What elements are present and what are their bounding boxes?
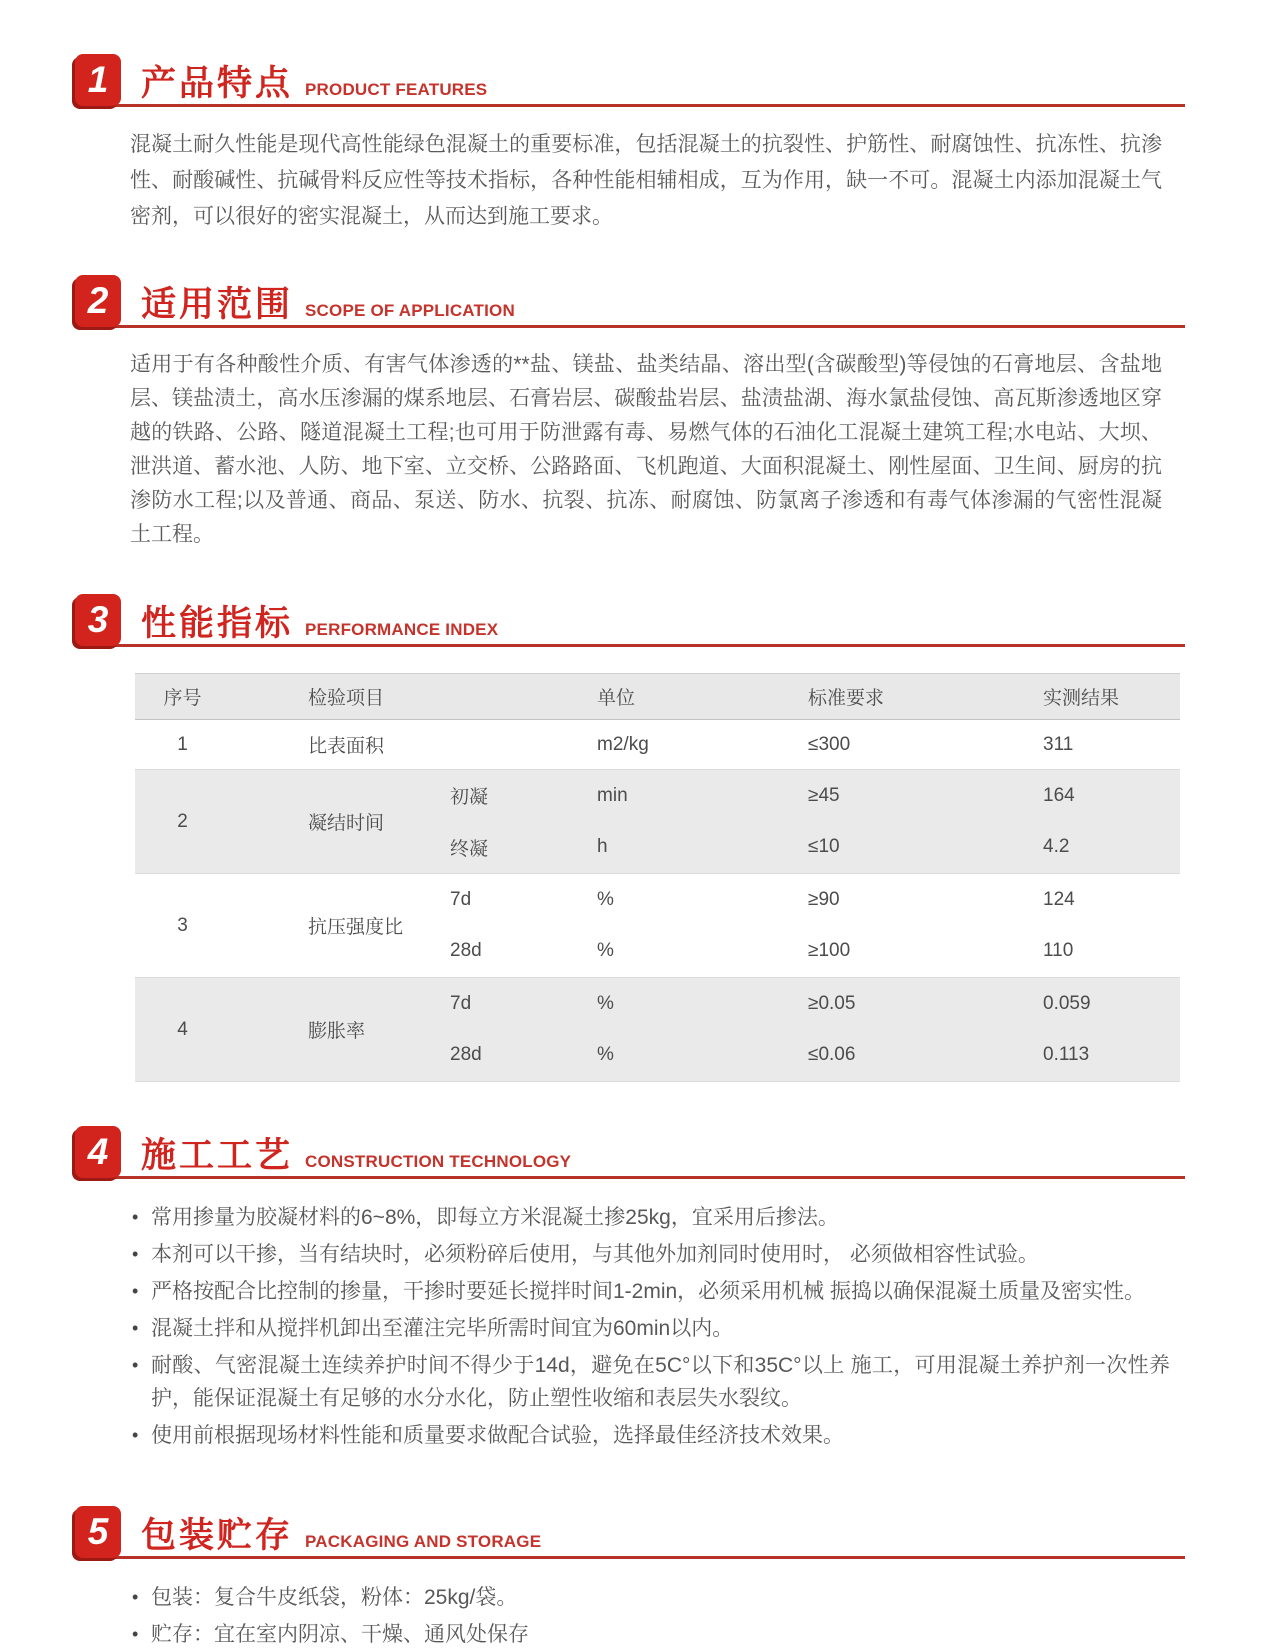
section-3-subtitle: PERFORMANCE INDEX	[305, 620, 499, 639]
construction-bullet-list	[130, 1201, 1170, 1452]
section-2-title: 适用范围	[141, 285, 294, 324]
row-subitem: 7d	[450, 888, 472, 910]
row-item: 比表面积	[308, 736, 385, 757]
section-2-number: 2	[87, 280, 109, 321]
col-header-item: 检验项目	[308, 688, 385, 709]
section-2-header	[75, 273, 1185, 328]
row-unit: min	[597, 784, 628, 806]
row-standard: ≥0.05	[808, 992, 856, 1014]
row-standard: ≥100	[808, 940, 851, 962]
table-group-expansion-rate	[135, 978, 1180, 1082]
section-performance-index	[0, 592, 1280, 1082]
bullet-item: • 混凝土拌和从搅拌机卸出至灌注完毕所需时间宜为60min以内。	[130, 1312, 1170, 1345]
section-2-subtitle: SCOPE OF APPLICATION	[305, 301, 515, 320]
packaging-bullet-list	[130, 1581, 1170, 1651]
row-unit: h	[597, 836, 608, 858]
table-row	[135, 720, 1180, 770]
row-subitem: 28d	[450, 1044, 482, 1066]
row-subitem: 初凝	[450, 787, 489, 809]
section-2-number-badge	[75, 275, 121, 327]
col-header-standard: 标准要求	[808, 688, 885, 709]
bullet-item: • 使用前根据现场材料性能和质量要求做配合试验，选择最佳经济技术效果。	[130, 1419, 1170, 1452]
row-result: 110	[1043, 940, 1074, 962]
row-standard: ≥45	[808, 784, 840, 806]
bullet-item: • 严格按配合比控制的掺量，干掺时要延长搅拌时间1-2min，必须采用机械 振捣以确保混凝土质量及密实性。	[130, 1275, 1170, 1308]
section-construction-technology	[0, 1124, 1280, 1452]
row-standard: ≤10	[808, 836, 840, 858]
section-product-features	[0, 52, 1280, 235]
row-unit: %	[597, 888, 614, 910]
table-header-row	[135, 674, 1180, 720]
row-index: 3	[177, 914, 188, 936]
row-index: 1	[177, 733, 188, 755]
section-5-number: 5	[87, 1511, 109, 1552]
section-5-title: 包装贮存	[141, 1516, 294, 1555]
table-group-setting-time	[135, 770, 1180, 874]
section-5-header	[75, 1504, 1185, 1559]
table-group-specific-surface	[135, 720, 1180, 770]
col-header-index: 序号	[163, 688, 202, 709]
bullet-item: • 包装：复合牛皮纸袋，粉体：25kg/袋。	[130, 1581, 1170, 1614]
section-2-paragraph: 适用于有各种酸性介质、有害气体渗透的**盐、镁盐、盐类结晶、溶出型(含碳酸型)等侵蚀的石膏地层、含盐地层、镁盐渍土，高水压渗漏的煤系地层、石膏岩层、碳酸盐岩层、盐渍盐湖、海水氯盐侵蚀、高瓦斯渗透地区穿越的铁路、公路、隧道混凝土工程;也可用于防泄露有毒、易燃气体的石油化工混凝土建筑工程;水电站、大坝、泄洪道、蓄水池、人防、地下室、立交桥、公路路面、飞机跑道、大面积混凝土、刚性屋面、卫生间、厨房的抗渗防水工程;以及普通、商品、泵送、防水、抗裂、抗冻、耐腐蚀、防氯离子渗透和有毒气体渗漏的气密性混凝土工程。	[130, 353, 1162, 546]
section-1-number: 1	[87, 59, 109, 100]
row-result: 311	[1043, 733, 1074, 755]
section-1-subtitle: PRODUCT FEATURES	[305, 80, 488, 99]
row-item: 抗压强度比	[308, 917, 404, 938]
table-row	[135, 874, 1180, 926]
section-4-header	[75, 1124, 1185, 1179]
row-index: 4	[177, 1018, 188, 1040]
section-1-title: 产品特点	[141, 64, 294, 103]
row-subitem: 7d	[450, 992, 472, 1014]
bullet-item: • 常用掺量为胶凝材料的6~8%，即每立方米混凝土掺25kg，宜采用后掺法。	[130, 1201, 1170, 1234]
row-unit: %	[597, 992, 614, 1014]
row-result: 164	[1043, 784, 1075, 806]
section-packaging-and-storage	[0, 1504, 1280, 1651]
section-5-number-badge	[75, 1506, 121, 1558]
section-3-header	[75, 592, 1185, 647]
section-4-title: 施工工艺	[141, 1136, 294, 1175]
section-3-number-badge	[75, 594, 121, 646]
section-scope-of-application	[0, 273, 1280, 552]
row-subitem: 终凝	[450, 838, 489, 860]
section-4-number-badge	[75, 1126, 121, 1178]
row-item: 膨胀率	[308, 1021, 366, 1042]
row-index: 2	[177, 810, 188, 832]
table-row	[135, 978, 1180, 1030]
row-subitem: 28d	[450, 940, 482, 962]
bullet-item: • 贮存：宜在室内阴凉、干燥、通风处保存	[130, 1618, 1170, 1651]
section-3-number: 3	[87, 599, 109, 640]
row-result: 124	[1043, 888, 1075, 910]
row-standard: ≤300	[808, 733, 851, 755]
row-item: 凝结时间	[308, 813, 385, 834]
section-1-paragraph: 混凝土耐久性能是现代高性能绿色混凝土的重要标准，包括混凝土的抗裂性、护筋性、耐腐蚀性、抗冻性、抗渗性、耐酸碱性、抗碱骨料反应性等技术指标，各种性能相辅相成，互为作用，缺一不可。混凝土内添加混凝土气密剂，可以很好的密实混凝土，从而达到施工要求。	[130, 133, 1162, 228]
performance-table-header	[135, 674, 1180, 720]
row-standard: ≥90	[808, 888, 840, 910]
section-4-subtitle: CONSTRUCTION TECHNOLOGY	[305, 1152, 572, 1171]
performance-table	[135, 673, 1180, 1082]
col-header-result: 实测结果	[1043, 688, 1120, 709]
row-standard: ≤0.06	[808, 1044, 856, 1066]
section-1-number-badge	[75, 54, 121, 106]
section-3-title: 性能指标	[141, 604, 294, 643]
section-4-number: 4	[87, 1131, 109, 1172]
bullet-item: • 本剂可以干掺，当有结块时，必须粉碎后使用，与其他外加剂同时使用时， 必须做相容性试验。	[130, 1238, 1170, 1271]
row-result: 4.2	[1043, 836, 1070, 858]
section-1-header	[75, 52, 1185, 107]
row-unit: %	[597, 940, 614, 962]
row-unit: %	[597, 1044, 614, 1066]
row-result: 0.059	[1043, 992, 1091, 1014]
col-header-unit: 单位	[597, 688, 636, 709]
row-unit: m2/kg	[597, 733, 649, 755]
bullet-item: • 耐酸、气密混凝土连续养护时间不得少于14d，避免在5C°以下和35C°以上 施工，可用混凝土养护剂一次性养护，能保证混凝土有足够的水分水化，防止塑性收缩和表层失水裂纹。	[130, 1349, 1170, 1415]
table-row	[135, 770, 1180, 822]
table-group-compressive-ratio	[135, 874, 1180, 978]
section-5-subtitle: PACKAGING AND STORAGE	[305, 1532, 542, 1551]
row-result: 0.113	[1043, 1044, 1090, 1066]
